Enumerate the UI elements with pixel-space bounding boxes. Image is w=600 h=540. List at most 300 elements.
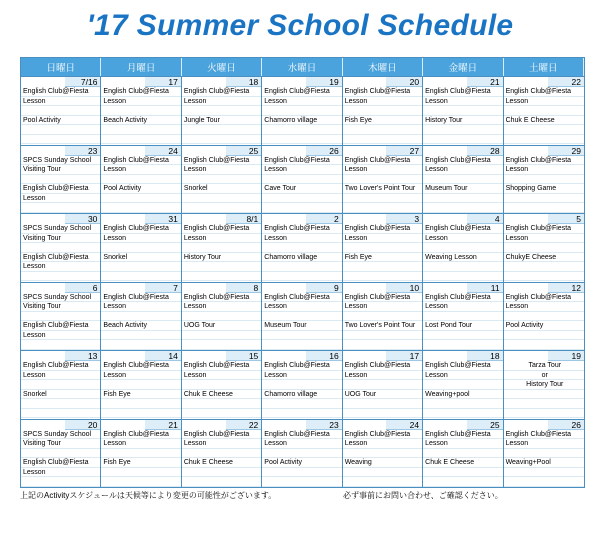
day-number-label: 23 (87, 145, 98, 156)
activity-line: Chuk E Cheese (182, 390, 261, 400)
day-number (262, 77, 341, 87)
day-number (423, 351, 502, 361)
day-number-label: 8/1 (246, 214, 259, 224)
activity-line (504, 468, 584, 478)
activity-line (504, 243, 584, 253)
activity-line (21, 380, 100, 390)
activity-line (21, 312, 100, 322)
day-number-label: 8 (253, 282, 259, 293)
activity-line: English Club@Fiesta (262, 224, 341, 234)
day-number (21, 420, 100, 430)
activity-line (21, 340, 100, 350)
day-cell (343, 145, 423, 214)
weekday-header: 日曜日 (21, 58, 101, 76)
activity-line (423, 125, 502, 135)
day-number-label: 12 (571, 282, 581, 293)
day-number (101, 283, 180, 293)
activity-line (21, 399, 100, 409)
activity-line: Two Lover's Point Tour (343, 321, 422, 331)
activity-line (343, 409, 422, 419)
activity-line (423, 272, 502, 282)
weekday-header: 月曜日 (101, 58, 181, 76)
day-number (423, 146, 502, 156)
activity-line (182, 262, 261, 272)
day-number (101, 351, 180, 361)
activity-line: English Club@Fiesta (101, 361, 180, 371)
activity-line: Lesson (343, 97, 422, 107)
activity-line (101, 340, 180, 350)
activity-line (21, 449, 100, 459)
day-cell (423, 213, 503, 282)
day-cell (343, 76, 423, 145)
activity-line: Visiting Tour (21, 439, 100, 449)
activity-line (182, 175, 261, 185)
activity-line (101, 125, 180, 135)
day-number (101, 420, 180, 430)
activity-line (504, 135, 584, 145)
activity-line: ChukyE Cheese (504, 253, 584, 263)
day-number-label: 7 (173, 282, 178, 293)
activity-line: English Club@Fiesta (182, 156, 261, 166)
activity-line (262, 203, 341, 213)
day-number-label: 21 (490, 77, 500, 87)
activity-line (343, 135, 422, 145)
day-number (21, 146, 100, 156)
activity-line (504, 340, 584, 350)
activity-line: Lesson (423, 302, 502, 312)
activity-line: Weaving (343, 458, 422, 468)
activity-line (423, 409, 502, 419)
activity-line: History Tour (182, 253, 261, 263)
activity-line: Lesson (101, 439, 180, 449)
activity-line (262, 340, 341, 350)
activity-line (343, 331, 422, 341)
activity-line: English Club@Fiesta (423, 224, 502, 234)
day-number-label: 21 (168, 419, 178, 430)
activity-line: Lesson (262, 439, 341, 449)
activity-line: English Club@Fiesta (101, 293, 180, 303)
activity-line: Lost Pond Tour (423, 321, 502, 331)
activity-line (182, 340, 261, 350)
activity-line: Weaving+pool (423, 390, 502, 400)
day-cell (101, 145, 181, 214)
weekday-header: 木曜日 (343, 58, 423, 76)
day-cell (504, 282, 584, 351)
day-number (101, 146, 180, 156)
day-number (262, 420, 341, 430)
footnote-schedule-change: 上記のActivityスケジュールは天候等により変更の可能性がございます。 (20, 491, 277, 500)
activity-line (182, 449, 261, 459)
day-cell (21, 350, 101, 419)
day-cell (504, 76, 584, 145)
activity-line (262, 106, 341, 116)
activity-line: Snorkel (21, 390, 100, 400)
day-cell (262, 76, 342, 145)
activity-line: Fish Eye (101, 458, 180, 468)
activity-line: English Club@Fiesta (182, 361, 261, 371)
activity-line (504, 106, 584, 116)
activity-line (262, 380, 341, 390)
activity-line (101, 312, 180, 322)
activity-line (21, 409, 100, 419)
activity-line: Lesson (182, 371, 261, 381)
day-number (182, 420, 261, 430)
day-cell (182, 419, 262, 488)
activity-line (262, 243, 341, 253)
schedule-calendar (20, 57, 585, 488)
activity-line: Lesson (423, 234, 502, 244)
activity-line (182, 272, 261, 282)
activity-line (504, 409, 584, 419)
day-cell (182, 213, 262, 282)
activity-line (504, 399, 584, 409)
activity-line: English Club@Fiesta (101, 430, 180, 440)
activity-line: Lesson (21, 194, 100, 204)
day-number-label: 18 (490, 351, 500, 361)
day-number (423, 420, 502, 430)
weekday-header: 土曜日 (504, 58, 584, 76)
activity-line: English Club@Fiesta (343, 87, 422, 97)
activity-line: Lesson (21, 371, 100, 381)
day-number-label: 26 (329, 145, 339, 156)
day-number-label: 13 (87, 351, 98, 361)
activity-line: Snorkel (101, 253, 180, 263)
day-number-label: 14 (168, 351, 178, 361)
activity-line: Lesson (504, 234, 584, 244)
day-cell (504, 350, 584, 419)
day-number-label: 24 (168, 145, 178, 156)
activity-line: English Club@Fiesta (262, 293, 341, 303)
activity-line: SPCS Sunday School (21, 430, 100, 440)
day-number-label: 22 (248, 419, 259, 430)
activity-line (101, 272, 180, 282)
activity-line (343, 243, 422, 253)
day-cell (101, 76, 181, 145)
day-number (423, 283, 502, 293)
day-cell (343, 350, 423, 419)
activity-line (504, 390, 584, 400)
activity-line: Lesson (182, 302, 261, 312)
day-cell (504, 213, 584, 282)
day-number-label: 20 (87, 419, 98, 430)
day-cell (21, 282, 101, 351)
activity-line (262, 312, 341, 322)
activity-line (262, 468, 341, 478)
day-number-label: 29 (571, 145, 581, 156)
activity-line (101, 243, 180, 253)
day-number-label: 26 (571, 419, 581, 430)
activity-line (423, 262, 502, 272)
activity-line (504, 272, 584, 282)
activity-line (21, 135, 100, 145)
activity-line: English Club@Fiesta (504, 156, 584, 166)
day-number-label: 28 (490, 145, 500, 156)
activity-line: English Club@Fiesta (343, 293, 422, 303)
activity-line (101, 203, 180, 213)
activity-line: Visiting Tour (21, 165, 100, 175)
activity-line: Chuk E Cheese (504, 116, 584, 126)
activity-line (21, 272, 100, 282)
activity-line: Pool Activity (101, 184, 180, 194)
activity-line (262, 477, 341, 487)
activity-line: Chuk E Cheese (182, 458, 261, 468)
day-cell (182, 282, 262, 351)
activity-line: English Club@Fiesta (423, 361, 502, 371)
day-number-label: 19 (329, 77, 339, 87)
day-number-label: 18 (248, 77, 259, 87)
activity-line (101, 194, 180, 204)
day-number (21, 214, 100, 224)
day-number-label: 22 (571, 77, 581, 87)
activity-line: UOG Tour (343, 390, 422, 400)
activity-line: Lesson (101, 234, 180, 244)
activity-line (343, 312, 422, 322)
activity-line: English Club@Fiesta (262, 361, 341, 371)
activity-line: Lesson (21, 262, 100, 272)
activity-line: Cave Tour (262, 184, 341, 194)
activity-line (182, 331, 261, 341)
activity-line: Lesson (262, 97, 341, 107)
day-number (504, 214, 584, 224)
activity-line: Weaving+Pool (504, 458, 584, 468)
activity-line (182, 194, 261, 204)
activity-line: Lesson (262, 234, 341, 244)
activity-line (343, 106, 422, 116)
activity-line: Lesson (423, 371, 502, 381)
activity-line: Lesson (504, 302, 584, 312)
day-number-label: 19 (571, 351, 581, 361)
activity-line (343, 125, 422, 135)
day-number-label: 31 (168, 214, 178, 224)
day-number-label: 16 (329, 351, 339, 361)
activity-line: English Club@Fiesta (21, 458, 100, 468)
activity-line: Fish Eye (343, 116, 422, 126)
activity-line (21, 175, 100, 185)
activity-line (262, 272, 341, 282)
activity-line: English Club@Fiesta (343, 430, 422, 440)
activity-line: Snorkel (182, 184, 261, 194)
activity-line: English Club@Fiesta (423, 430, 502, 440)
activity-line (423, 243, 502, 253)
activity-line: English Club@Fiesta (101, 156, 180, 166)
activity-line (504, 331, 584, 341)
activity-line (101, 409, 180, 419)
day-cell (423, 282, 503, 351)
day-number (262, 146, 341, 156)
page-title: '17 Summer School Schedule (86, 9, 514, 42)
activity-line: Visiting Tour (21, 302, 100, 312)
activity-line: English Club@Fiesta (21, 253, 100, 263)
activity-line (101, 175, 180, 185)
day-number (182, 146, 261, 156)
activity-line (21, 203, 100, 213)
activity-line: or (504, 371, 584, 381)
day-number-label: 25 (248, 145, 259, 156)
activity-line: Tarza Tour (504, 361, 584, 371)
activity-line: Chamorro village (262, 116, 341, 126)
day-number-label: 10 (409, 282, 420, 293)
activity-line (182, 380, 261, 390)
activity-line (343, 477, 422, 487)
activity-line: English Club@Fiesta (504, 224, 584, 234)
activity-line: Lesson (343, 371, 422, 381)
day-number-label: 9 (333, 282, 339, 293)
day-number (182, 77, 261, 87)
activity-line: English Club@Fiesta (21, 361, 100, 371)
activity-line: History Tour (423, 116, 502, 126)
activity-line: English Club@Fiesta (182, 430, 261, 440)
activity-line (423, 175, 502, 185)
activity-line: English Club@Fiesta (504, 293, 584, 303)
activity-line: English Club@Fiesta (262, 156, 341, 166)
activity-line (101, 135, 180, 145)
day-cell (423, 76, 503, 145)
activity-line: Lesson (343, 165, 422, 175)
day-cell (262, 350, 342, 419)
activity-line (101, 380, 180, 390)
activity-line (504, 194, 584, 204)
activity-line (182, 135, 261, 145)
activity-line (182, 125, 261, 135)
activity-line (182, 243, 261, 253)
activity-line: Lesson (182, 97, 261, 107)
day-number (504, 351, 584, 361)
activity-line (423, 380, 502, 390)
activity-line: Lesson (21, 97, 100, 107)
activity-line: Lesson (504, 165, 584, 175)
activity-line: Lesson (182, 439, 261, 449)
day-cell (101, 350, 181, 419)
activity-line: English Club@Fiesta (423, 293, 502, 303)
weekday-header: 火曜日 (182, 58, 262, 76)
activity-line: English Club@Fiesta (423, 87, 502, 97)
day-cell (343, 213, 423, 282)
activity-line: Lesson (262, 302, 341, 312)
day-number (504, 146, 584, 156)
day-cell (101, 213, 181, 282)
day-number-label: 4 (494, 214, 500, 224)
activity-line: Lesson (21, 468, 100, 478)
activity-line: English Club@Fiesta (262, 87, 341, 97)
activity-line (343, 399, 422, 409)
day-number-label: 5 (576, 214, 581, 224)
activity-line (423, 331, 502, 341)
activity-line (262, 409, 341, 419)
day-number (21, 283, 100, 293)
day-number (101, 77, 180, 87)
day-cell (262, 419, 342, 488)
activity-line: English Club@Fiesta (504, 430, 584, 440)
activity-line: Museum Tour (262, 321, 341, 331)
activity-line: Lesson (343, 439, 422, 449)
activity-line: English Club@Fiesta (182, 293, 261, 303)
activity-line: Lesson (343, 302, 422, 312)
activity-line: SPCS Sunday School (21, 293, 100, 303)
activity-line (101, 477, 180, 487)
activity-line: SPCS Sunday School (21, 224, 100, 234)
activity-line: History Tour (504, 380, 584, 390)
day-number (504, 420, 584, 430)
day-number-label: 20 (409, 77, 420, 87)
activity-line (504, 477, 584, 487)
activity-line: Beach Activity (101, 321, 180, 331)
day-cell (504, 145, 584, 214)
day-cell (21, 145, 101, 214)
activity-line (423, 106, 502, 116)
day-cell (262, 213, 342, 282)
day-number-label: 25 (490, 419, 500, 430)
day-number (504, 77, 584, 87)
day-cell (504, 419, 584, 488)
day-number (423, 77, 502, 87)
activity-line (504, 175, 584, 185)
activity-line (182, 409, 261, 419)
activity-line: Lesson (101, 97, 180, 107)
day-number-label: 15 (248, 351, 259, 361)
activity-line (182, 468, 261, 478)
activity-line: English Club@Fiesta (343, 156, 422, 166)
day-number (182, 351, 261, 361)
activity-line (262, 331, 341, 341)
activity-line: English Club@Fiesta (262, 430, 341, 440)
activity-line (182, 203, 261, 213)
day-number (262, 351, 341, 361)
day-number (343, 420, 422, 430)
day-number-label: 17 (168, 77, 178, 87)
activity-line (504, 262, 584, 272)
activity-line: English Club@Fiesta (101, 224, 180, 234)
activity-line (101, 106, 180, 116)
activity-line: Lesson (262, 165, 341, 175)
activity-line (504, 312, 584, 322)
day-number-label: 6 (92, 282, 98, 293)
activity-line (504, 203, 584, 213)
day-number (262, 283, 341, 293)
activity-line (423, 340, 502, 350)
activity-line (262, 125, 341, 135)
day-number (343, 351, 422, 361)
day-number-label: 3 (414, 214, 420, 224)
activity-line (423, 449, 502, 459)
day-cell (101, 419, 181, 488)
day-number-label: 23 (329, 419, 339, 430)
activity-line: Lesson (504, 97, 584, 107)
activity-line: Lesson (21, 331, 100, 341)
activity-line: Lesson (101, 165, 180, 175)
activity-line: Chamorro village (262, 253, 341, 263)
day-number (21, 351, 100, 361)
day-number (262, 214, 341, 224)
activity-line: Jungle Tour (182, 116, 261, 126)
activity-line: UOG Tour (182, 321, 261, 331)
activity-line: Beach Activity (101, 116, 180, 126)
activity-line (504, 449, 584, 459)
activity-line: Shopping Game (504, 184, 584, 194)
activity-line (21, 477, 100, 487)
day-cell (21, 419, 101, 488)
day-number-label: 30 (87, 214, 98, 224)
activity-line (343, 262, 422, 272)
day-cell (343, 419, 423, 488)
activity-line (21, 243, 100, 253)
weekday-header: 水曜日 (262, 58, 342, 76)
activity-line: English Club@Fiesta (343, 361, 422, 371)
activity-line (21, 106, 100, 116)
activity-line (343, 468, 422, 478)
activity-line: Lesson (504, 439, 584, 449)
activity-line: Pool Activity (504, 321, 584, 331)
day-cell (101, 282, 181, 351)
